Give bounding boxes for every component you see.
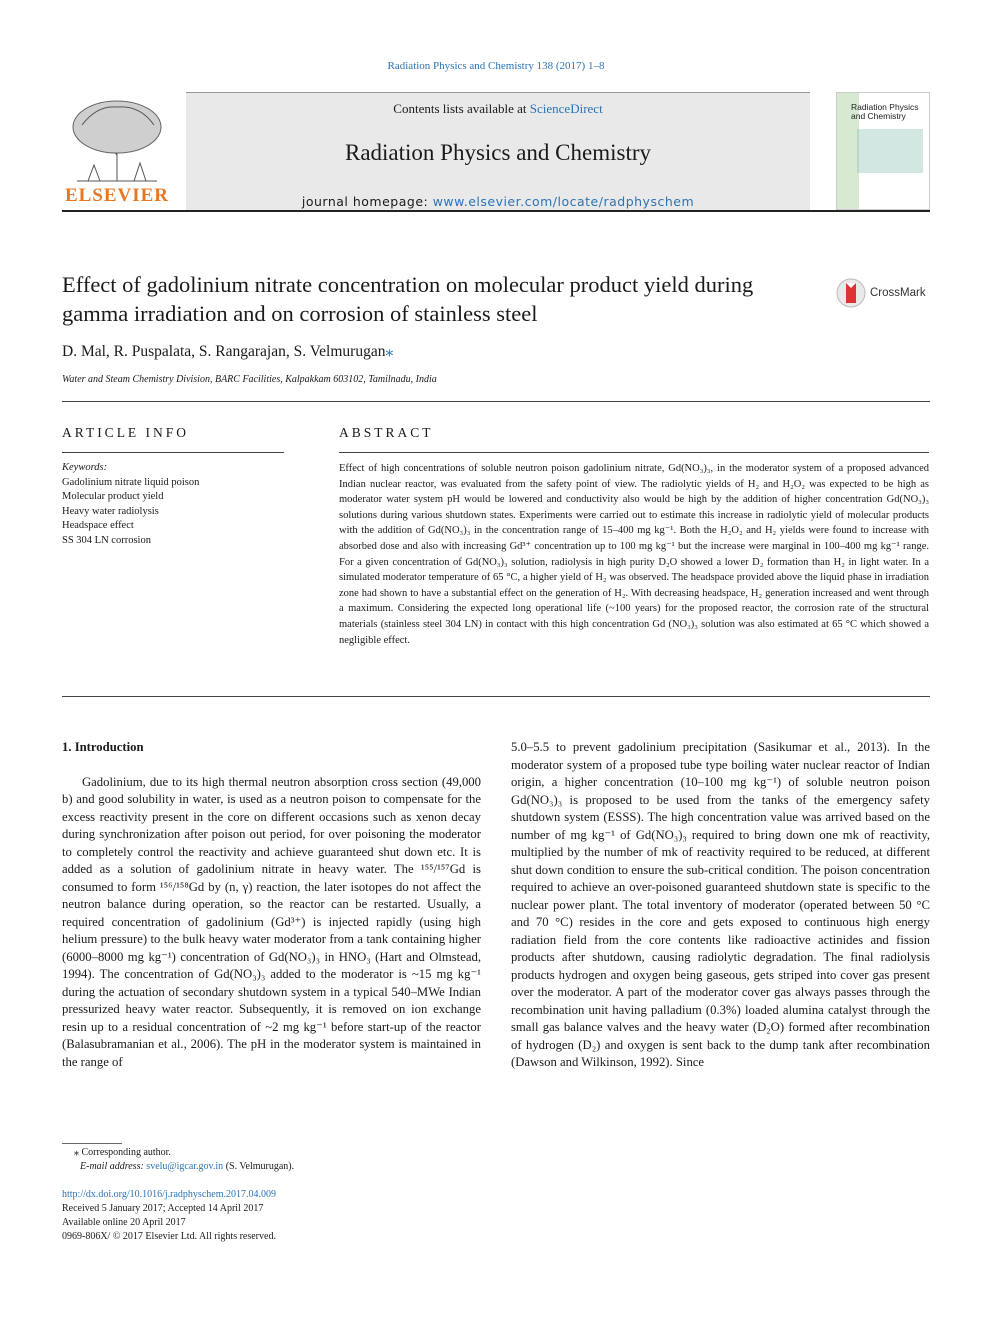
contents-prefix: Contents lists available at (393, 101, 527, 116)
keyword-item: Molecular product yield (62, 491, 164, 502)
abstract-text: Effect of high concentrations of soluble neutron poison gadolinium nitrate, Gd(NO₃)₃, in the moderator system of a proposed advanced Indian nuclear reactor, was evaluated from the safety point of view. The radiolytic yields of H₂ and H₂O₂ was expected to be high as moderator water system pH would be lowered and conductivity also would be high by the addition of higher concentration Gd(NO₃)₃ solutions during various shutdown states. Experiments were carried out to estimate this increase in radiolytic yield of molecular products with the addition of Gd(NO₃)₃ in the concentration range of 15–400 mg kg⁻¹. Both the H₂O₂ and H₂ yields were found to increase with absorbed dose and also with increasing Gd³⁺ concentration up to 100 mg kg⁻¹ but the increase were marginal in 100–400 mg kg⁻¹ range. For a given concentration of Gd(NO₃)₃ solution, radiolysis in high purity D₂O showed a lower D₂ formation than H₂ in light water. In a simulated moderator temperature of 65 °C, a higher yield of H₂ was observed. The headspace provided above the liquid phase in irradiation zone had shown to have a substantial effect on the generation of H₂. With decreasing headspace, H₂ generation increased and went through a maximum. Considering the expected long operational life (~100 years) for the proposed reactor, the corrosion rate of the structural materials (stainless steel 304 LN) in contact with this high concentration Gd (NO₃)₃ solution was also estimated at 65 °C which showed a negligible effect. (339, 463, 929, 646)
elsevier-tree-icon (62, 95, 172, 183)
keyword-item: Heavy water radiolysis (62, 505, 159, 517)
cover-graphic (857, 129, 923, 173)
email-link[interactable]: svelu@igcar.gov.in (146, 1161, 224, 1172)
elsevier-logo (62, 95, 172, 210)
crossmark-badge[interactable] (836, 276, 926, 310)
article-info-heading: ARTICLE INFO (62, 425, 190, 440)
email-note (80, 1160, 294, 1174)
rule-top (62, 401, 930, 402)
corresponding-author-mark[interactable]: ⁎ (385, 343, 394, 360)
doi-link[interactable]: http://dx.doi.org/10.1016/j.radphyschem.2017.04.009 (62, 1189, 276, 1200)
received-dates: Received 5 January 2017; Accepted 14 April 2017 (62, 1203, 264, 1214)
article-title: Effect of gadolinium nitrate concentration on molecular product yield during gamma irradiation and on corrosion of stainless steel (62, 272, 754, 326)
email-label: E-mail address: (80, 1161, 144, 1172)
crossmark-label: CrossMark (870, 287, 926, 299)
abstract-heading: ABSTRACT (339, 425, 434, 440)
elsevier-wordmark: ELSEVIER (64, 185, 170, 206)
abstract-rule (339, 452, 929, 453)
authors-text: D. Mal, R. Puspalata, S. Rangarajan, S. Velmurugan (62, 343, 386, 360)
intro-paragraph-2: 5.0–5.5 to prevent gadolinium precipitation (Sasikumar et al., 2013). In the moderator system of a proposed tube type boiling water nuclear reactor of Indian origin, a higher concentration (10–100 mg kg⁻¹) of soluble neutron poison Gd(NO₃)₃ is proposed to be used from the tanks of the emergency safety shutdown system (ESSS). The high concentration value was arrived based on the number of mg kg⁻¹ of Gd(NO₃)₃ required to bring down one mk of reactivity, multiplied by the number of mk of reactivity required to be reduced, at different shut down condition to ensure the sub-critical condition. The poison concentration required to achieve an over-poisoned guaranteed shutdown state is specific to the nuclear power plant. The total inventory of moderator (operated between 50 °C and 70 °C) resides in the core and gets exposed to continuous high energy radiation field from the core contents like radioactive actinides and fission products after shutdown, causing radiolytic degradation. The final radiolysis products hydrogen and oxygen being gaseous, gets striped into cover gas present over the moderator. A part of the moderator cover gas always passes through the recombination unit having palladium (0.3%) loaded alumina catalyst through the small gas balance valves and the heavy water (D₂O) formed after recombination of hydrogen (D₂) and oxygen is sent back to the dump tank after recombination (Dawson and Wilkinson, 1992). Since (511, 740, 930, 1069)
journal-homepage (186, 194, 810, 209)
keyword-item: Gadolinium nitrate liquid poison (62, 476, 200, 488)
journal-citation[interactable]: Radiation Physics and Chemistry 138 (2017) 1–8 (387, 60, 605, 72)
author-list (62, 342, 393, 361)
online-date: Available online 20 April 2017 (62, 1217, 186, 1228)
contents-line (186, 101, 810, 117)
email-suffix: (S. Velmurugan). (225, 1161, 295, 1172)
keyword-item: SS 304 LN corrosion (62, 534, 151, 546)
header-divider (62, 210, 930, 212)
sciencedirect-link[interactable]: ScienceDirect (529, 101, 603, 116)
copyright: 0969-806X/ © 2017 Elsevier Ltd. All rights reserved. (62, 1231, 276, 1242)
rule-bottom (62, 696, 930, 697)
footnote-rule (62, 1143, 122, 1144)
body-right-column (511, 739, 930, 1072)
keyword-item: Headspace effect (62, 520, 134, 531)
affiliation: Water and Steam Chemistry Division, BARC Facilities, Kalpakkam 603102, Tamilnadu, India (62, 374, 437, 385)
intro-paragraph-1: Gadolinium, due to its high thermal neutron absorption cross section (49,000 b) and good solubility in water, is used as a neutron poison to compensate for the excess reactivity present in the core on different occasions such as xenon decay during synchronization after poison out period, for over poisoning the moderator to completely control the reactivity and achieve guaranteed shut down etc. It is added as a solution of gadolinium nitrate in heavy water. The ¹⁵⁵/¹⁵⁷Gd is consumed to form ¹⁵⁶/¹⁵⁸Gd by (n, γ) reaction, the later isotopes do not affect the neutron balance during operation, so the reactor can be restarted. Usually, a required concentration of gadolinium (Gd³⁺) is injected rapidly (using high helium pressure) to the bulk heavy water moderator from a tank containing higher (6000–8000 mg kg⁻¹) concentration of Gd(NO₃)₃ in HNO₃ (Hart and Olmstead, 1994). The concentration of Gd(NO₃)₃ added to the moderator is ~15 mg kg⁻¹ during the actuation of secondary shutdown system in a typical 540–MWe Indian pressurized heavy water reactor. Subsequently, it is removed on ion exchange resin up to a residual concentration of ~2 mg kg⁻¹ before start-up of the reactor (Balasubramanian et al., 2006). The pH in the moderator system is maintained in the range of (62, 774, 481, 1069)
cover-title: Radiation Physics and Chemistry (851, 102, 919, 121)
body-left-column (62, 739, 481, 1071)
keywords-block (62, 461, 284, 548)
section-heading-introduction: 1. Introduction (62, 740, 144, 754)
homepage-prefix: journal homepage: (301, 194, 429, 209)
journal-cover-thumbnail[interactable] (836, 92, 930, 210)
corresponding-note: ⁎ Corresponding author. (74, 1147, 171, 1158)
journal-title: Radiation Physics and Chemistry (344, 140, 651, 165)
info-rule (62, 452, 284, 453)
homepage-link[interactable]: www.elsevier.com/locate/radphyschem (432, 194, 695, 209)
keywords-label: Keywords: (62, 462, 108, 473)
crossmark-icon (836, 277, 866, 309)
